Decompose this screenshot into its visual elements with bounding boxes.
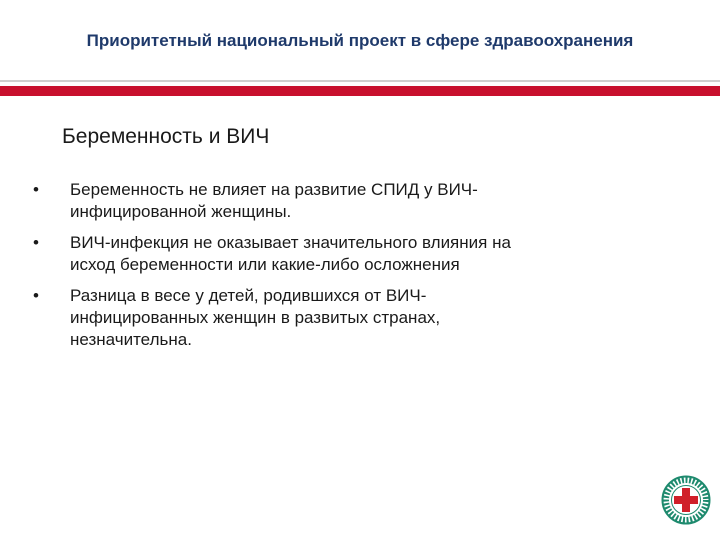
bullet-text-line: инфицированной женщины. (70, 202, 292, 221)
bullet-list (28, 179, 608, 360)
bullet-marker: • (33, 286, 39, 305)
bullet-marker: • (33, 233, 39, 252)
bullet-text-line: инфицированных женщин в развитых странах, (70, 308, 441, 327)
header-divider-thin (0, 80, 720, 82)
bullet-text-line: исход беременности или какие-либо осложнения (70, 255, 460, 274)
bullet-text-line: Беременность не влияет на развитие СПИД у ВИЧ- (70, 180, 478, 199)
bullet-text-line: незначительна. (70, 330, 192, 349)
header-accent-bar (0, 86, 720, 96)
slide-title: Беременность и ВИЧ (62, 125, 270, 148)
bullet-item (28, 179, 608, 223)
bullet-text-line: ВИЧ-инфекция не оказывает значительного влияния на (70, 233, 511, 252)
red-cross-emblem-icon (661, 475, 711, 525)
bullet-marker: • (33, 180, 39, 199)
bullet-text-line: Разница в весе у детей, родившихся от ВИЧ- (70, 286, 427, 305)
header-title: Приоритетный национальный проект в сфере здравоохранения (86, 31, 634, 50)
bullet-item (28, 285, 608, 351)
bullet-item (28, 232, 608, 276)
